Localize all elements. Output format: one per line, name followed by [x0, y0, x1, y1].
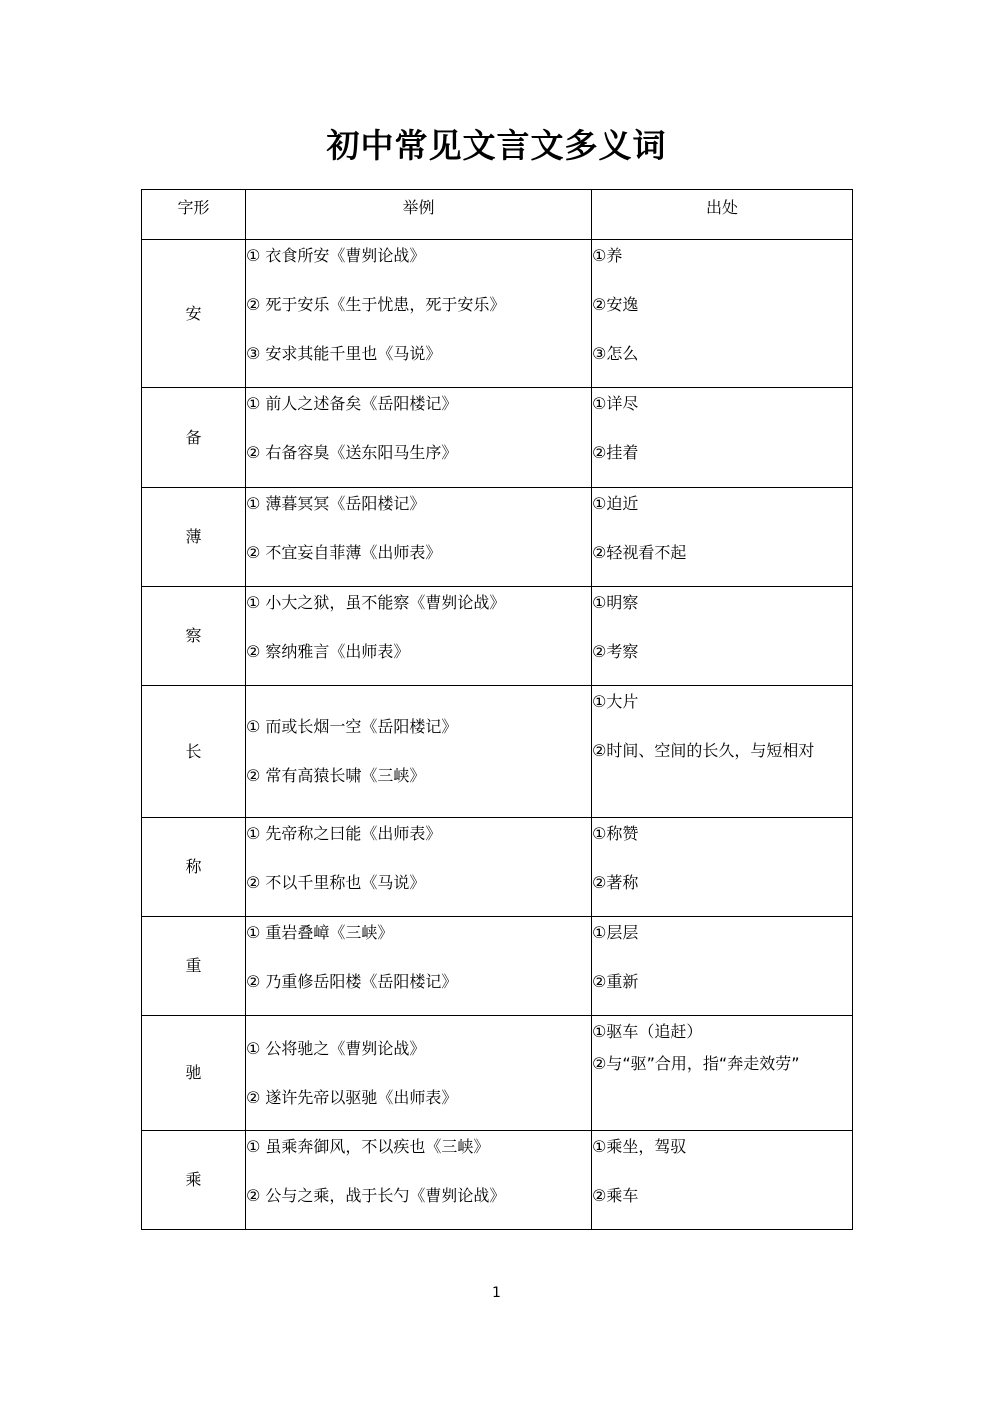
- meanings-cell: [592, 388, 853, 488]
- table-row: [142, 1016, 853, 1131]
- example-line: ① 虽乘奔御风，不以疾也《三峡》: [246, 1137, 490, 1156]
- page-title: 初中常见文言文多义词: [326, 126, 667, 165]
- example-line: ② 察纳雅言《出师表》: [246, 642, 410, 661]
- example-line: ① 薄暮冥冥《岳阳楼记》: [246, 494, 426, 513]
- example-line: ② 死于安乐《生于忧患，死于安乐》: [246, 295, 506, 314]
- meaning-line: ①详尽: [592, 394, 639, 413]
- example-line: ① 公将驰之《曹刿论战》: [246, 1038, 426, 1058]
- examples-cell: [246, 488, 592, 587]
- table-row: [142, 587, 853, 686]
- page-number: 1: [492, 1285, 501, 1301]
- column-header-source: 出处: [592, 190, 853, 240]
- table-row: [142, 1131, 853, 1230]
- column-header-char: 字形: [142, 190, 246, 240]
- example-line: ① 小大之狱，虽不能察《曹刿论战》: [246, 593, 506, 612]
- char-cell: 薄: [142, 488, 246, 587]
- meaning-line: ①称赞: [592, 824, 639, 843]
- char-cell: 备: [142, 388, 246, 488]
- example-line: ② 右备容臭《送东阳马生序》: [246, 443, 458, 462]
- example-line: ② 遂许先帝以驱驰《出师表》: [246, 1087, 458, 1107]
- meaning-line: ①大片: [592, 692, 639, 711]
- meanings-cell: [592, 240, 853, 388]
- meaning-line: ②考察: [592, 642, 639, 661]
- char-cell: 安: [142, 240, 246, 388]
- examples-cell: [246, 240, 592, 388]
- table-row: [142, 917, 853, 1016]
- example-line: ① 衣食所安《曹刿论战》: [246, 246, 426, 265]
- meaning-line: ②著称: [592, 873, 639, 892]
- meaning-line: ①养: [592, 246, 623, 265]
- char-cell: 察: [142, 587, 246, 686]
- examples-cell: [246, 818, 592, 917]
- examples-cell: [246, 686, 592, 818]
- meanings-cell: [592, 917, 853, 1016]
- meaning-line: ①乘坐，驾驭: [592, 1137, 687, 1156]
- examples-cell: [246, 917, 592, 1016]
- char-cell: 驰: [142, 1016, 246, 1131]
- table-row: [142, 488, 853, 587]
- meaning-line: ②挂着: [592, 443, 639, 462]
- meaning-line: ①明察: [592, 593, 639, 612]
- meanings-cell: [592, 818, 853, 917]
- example-line: ② 不以千里称也《马说》: [246, 873, 426, 892]
- column-header-examples: 举例: [246, 190, 592, 240]
- examples-cell: [246, 1131, 592, 1230]
- examples-cell: [246, 388, 592, 488]
- example-line: ① 重岩叠嶂《三峡》: [246, 923, 394, 942]
- meanings-cell: [592, 587, 853, 686]
- meaning-line: ②与“驱”合用，指“奔走效劳”: [592, 1054, 800, 1073]
- example-line: ① 先帝称之曰能《出师表》: [246, 824, 442, 843]
- example-line: ① 而或长烟一空《岳阳楼记》: [246, 717, 458, 736]
- meaning-line: ②乘车: [592, 1186, 639, 1205]
- table-header-row: [142, 190, 853, 240]
- meaning-line: ①驱车（追赶）: [592, 1022, 703, 1041]
- meaning-line: ②重新: [592, 972, 639, 991]
- table-row: [142, 388, 853, 488]
- table-row: [142, 686, 853, 818]
- examples-cell: [246, 587, 592, 686]
- table-row: [142, 240, 853, 388]
- examples-cell: [246, 1016, 592, 1131]
- example-line: ③ 安求其能千里也《马说》: [246, 344, 442, 363]
- example-line: ① 前人之述备矣《岳阳楼记》: [246, 394, 458, 413]
- meaning-line: ①迫近: [592, 494, 639, 513]
- example-line: ② 公与之乘，战于长勺《曹刿论战》: [246, 1186, 506, 1205]
- example-line: ② 不宜妄自菲薄《出师表》: [246, 543, 442, 562]
- meaning-line: ②安逸: [592, 295, 639, 314]
- example-line: ② 乃重修岳阳楼《岳阳楼记》: [246, 972, 458, 991]
- meanings-cell: [592, 488, 853, 587]
- char-cell: 乘: [142, 1131, 246, 1230]
- meanings-cell: [592, 686, 853, 818]
- meaning-line: ②时间、空间的长久，与短相对: [592, 741, 815, 760]
- char-cell: 称: [142, 818, 246, 917]
- meaning-line: ②轻视看不起: [592, 543, 687, 562]
- meaning-line: ①层层: [592, 923, 639, 942]
- meanings-cell: [592, 1131, 853, 1230]
- meanings-cell: [592, 1016, 853, 1131]
- meaning-line: ③怎么: [592, 344, 639, 363]
- table-row: [142, 818, 853, 917]
- polysemy-table: [141, 189, 853, 1230]
- char-cell: 长: [142, 686, 246, 818]
- char-cell: 重: [142, 917, 246, 1016]
- example-line: ② 常有高猿长啸《三峡》: [246, 766, 426, 785]
